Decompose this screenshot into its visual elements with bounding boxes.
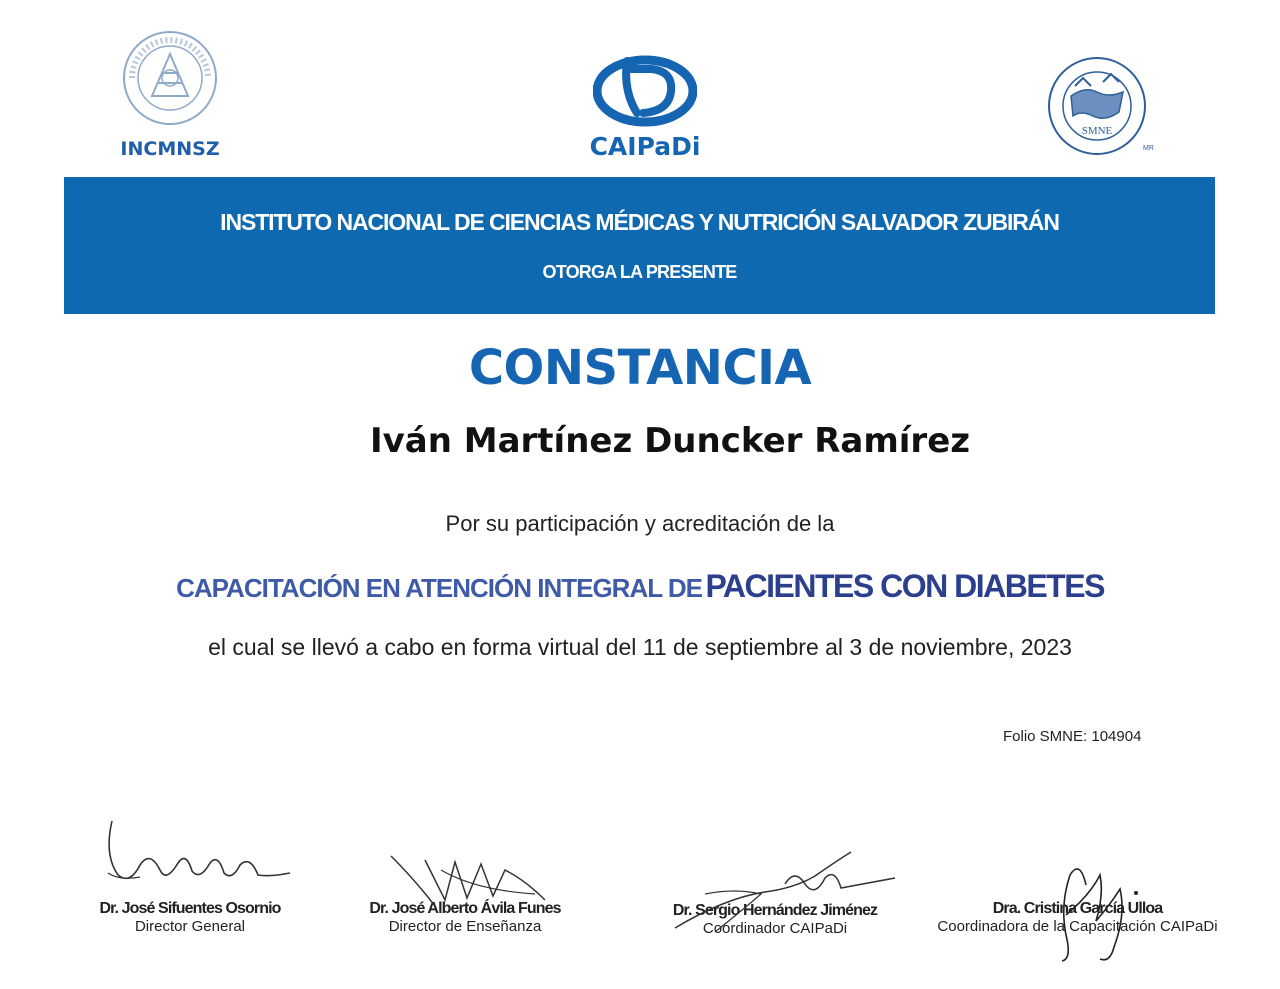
- banner-subtitle: OTORGA LA PRESENTE: [542, 262, 737, 282]
- signature-block-coordinadora: [930, 855, 1225, 935]
- signature-block-director-ensenanza: [345, 850, 585, 935]
- signatory-role: Coordinador CAIPaDi: [702, 920, 848, 937]
- signatory-name: Dr. José Alberto Ávila Funes: [369, 900, 561, 917]
- caipadi-label: CAIPaDi: [589, 132, 701, 161]
- signature-4-icon: [1040, 855, 1200, 965]
- smne-seal-icon: [1045, 56, 1160, 156]
- smne-seal-text: SMNE: [1081, 125, 1113, 137]
- signature-2-icon: [385, 850, 565, 910]
- institution-title: INSTITUTO NACIONAL DE CIENCIAS MÉDICAS Y NUTRICIÓN SALVADOR ZUBIRÁN: [220, 209, 1059, 235]
- signatory-name: Dr. José Sifuentes Osornio: [99, 900, 281, 917]
- smne-logo: [1045, 56, 1160, 161]
- folio-number: Folio SMNE: 104904: [1003, 728, 1142, 745]
- signatory-name: Dra. Cristina García Ulloa: [992, 900, 1163, 917]
- caipadi-logo: [585, 55, 705, 165]
- header-banner: [64, 177, 1215, 314]
- certificate-title: CONSTANCIA: [468, 340, 812, 396]
- incmnsz-label: INCMNSZ: [120, 138, 220, 160]
- course-name: [0, 568, 1280, 605]
- signature-block-director-general: [80, 815, 300, 935]
- mr-mark: MR: [1143, 145, 1154, 152]
- signatory-role: Director General: [134, 918, 246, 935]
- course-name-part2: PACIENTES CON DIABETES: [705, 568, 1104, 604]
- incmnsz-logo: [115, 28, 225, 163]
- dates-text: el cual se llevó a cabo en forma virtual del 11 de septiembre al 3 de noviembre, 2023: [208, 634, 1072, 660]
- recipient-name: Iván Martínez Duncker Ramírez: [369, 421, 971, 461]
- intro-text: Por su participación y acreditación de la: [445, 511, 835, 536]
- incmnsz-seal-icon: [122, 28, 218, 128]
- signature-block-coordinador: [645, 848, 905, 937]
- course-name-part1: CAPACITACIÓN EN ATENCIÓN INTEGRAL DE: [176, 573, 702, 603]
- signatory-role: Director de Enseñanza: [388, 918, 542, 935]
- signature-3-icon: [665, 848, 915, 938]
- signature-1-icon: [100, 815, 320, 895]
- caipadi-emblem-icon: [593, 55, 697, 127]
- signatory-name: Dr. Sergio Hernández Jiménez: [672, 902, 878, 919]
- signatory-role: Coordinadora de la Capacitación CAIPaDi: [937, 918, 1218, 935]
